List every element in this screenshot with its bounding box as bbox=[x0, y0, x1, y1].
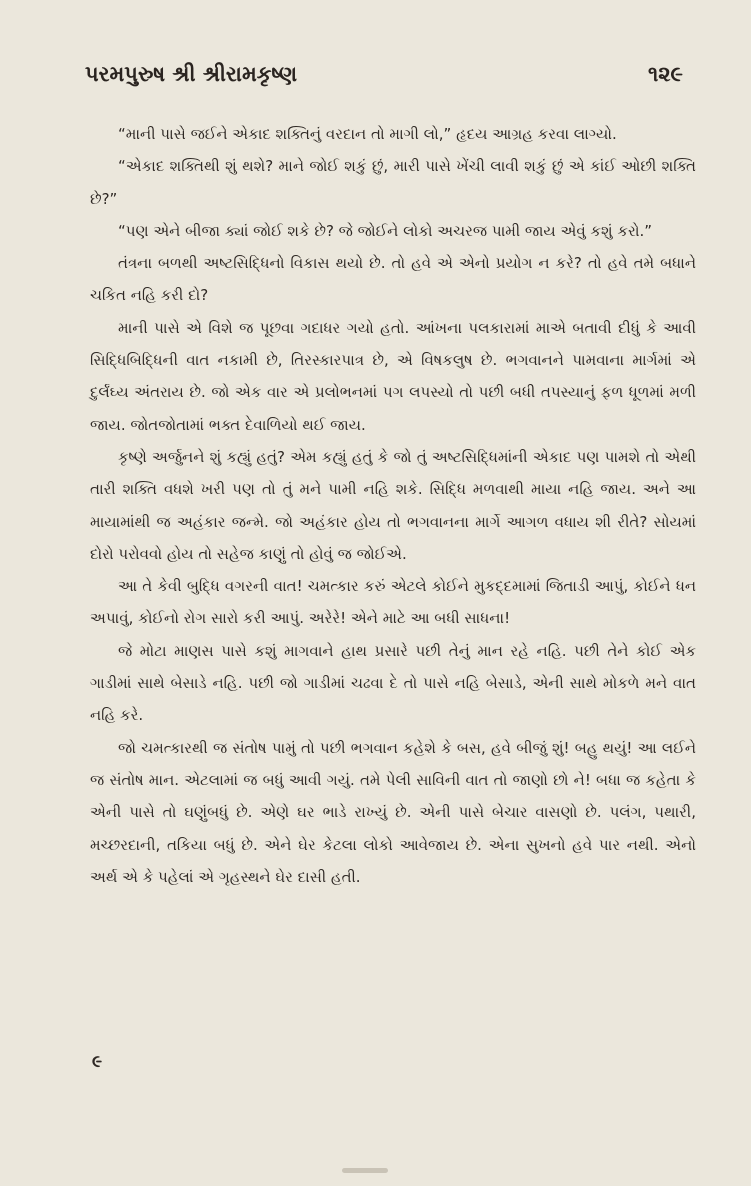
paragraph: જે મોટા માણસ પાસે કશું માગવાને હાથ પ્રસારે પછી તેનું માન રહે નહિ. પછી તેને કોઈ એક ગાડીમાં સાથે બેસાડે નહિ. પછી જો ગાડીમાં ચઢવા દે તો પાસે નહિ બેસાડે, એની સાથે મોકળે મને વાત નહિ કરે. bbox=[90, 641, 696, 725]
paragraph: “પણ એને બીજા ક્યાં જોઈ શકે છે? જે જોઈને લોકો અચરજ પામી જાય એવું કશું કરો.” bbox=[118, 221, 652, 240]
paragraph: “એકાદ શક્તિથી શું થશે? માને જોઈ શકું છું, મારી પાસે ખેંચી લાવી શકું છું એ કાંઈ ઓછી શક્તિ છે?” bbox=[90, 157, 696, 208]
paragraph: “માની પાસે જઈને એકાદ શક્તિનું વરદાન તો માગી લો,” હૃદય આગ્રહ કરવા લાગ્યો. bbox=[118, 125, 617, 143]
paragraph: જો ચમત્કારથી જ સંતોષ પામું તો પછી ભગવાન કહેશે કે બસ, હવે બીજું શું! બહુ થયું! આ લઈને જ સંતોષ માન. એટલામાં જ બધું આવી ગયું. તમે પેલી સાવિની વાત તો જાણો છો ને! બધા જ કહેતા કે એની પાસે તો ઘણુંબધું છે. એણે ઘર ભાડે રાખ્યું છે. એની પાસે બેચાર વાસણો છે. પલંગ, પથારી, મચ્છરદાની, તકિયા બધું છે. એને ઘેર કેટલા લોકો આવેજાય છે. એના સુખનો હવે પાર નથી. એનો અર્થ એ કે પહેલાં એ ગૃહસ્થને ઘેર દાસી હતી. bbox=[90, 738, 696, 886]
paragraph: તંત્રના બળથી અષ્ટસિદ્ધિનો વિકાસ થયો છે. તો હવે એ એનો પ્રયોગ ન કરે? તો હવે તમે બધાને ચકિત નહિ કરી દો? bbox=[90, 254, 696, 305]
running-title: પરમપુરુષ શ્રી શ્રીરામકૃષ્ણ bbox=[85, 61, 298, 86]
page-number: ૧૨૯ bbox=[647, 61, 683, 86]
running-header bbox=[85, 54, 683, 94]
signature-mark: ૯ bbox=[92, 1052, 103, 1072]
paragraph: માની પાસે એ વિશે જ પૂછવા ગદાધર ગયો હતો. આંખના પલકારામાં માએ બતાવી દીધું કે આવી સિદ્ધિબિદ્ધિની વાત નકામી છે, તિરસ્કારપાત્ર છે, એ વિષકલુષ છે. ભગવાનને પામવાના માર્ગમાં એ દુર્લંઘ્ય અંતરાય છે. જો એક વાર એ પ્રલોભનમાં પગ લપસ્યો તો પછી બધી તપસ્યાનું ફળ ધૂળમાં મળી જાય. જોતજોતામાં ભક્ત દેવાળિયો થઈ જાય. bbox=[90, 318, 696, 434]
page-body bbox=[90, 118, 696, 893]
paper-smudge bbox=[342, 1168, 388, 1173]
paragraph: કૃષ્ણે અર્જુનને શું કહ્યું હતું? એમ કહ્યું હતું કે જો તું અષ્ટસિદ્ધિમાંની એકાદ પણ પામશે તો એથી તારી શક્તિ વધશે ખરી પણ તો તું મને પામી નહિ શકે. સિદ્ધિ મળવાથી માયા નહિ જાય. અને આ માયામાંથી જ અહંકાર જન્મે. જો અહંકાર હોય તો ભગવાનના માર્ગે આગળ વધાય શી રીતે? સોયમાં દોરો પરોવવો હોય તો સહેજ કાણું તો હોવું જ જોઈએ. bbox=[90, 447, 696, 563]
paragraph: આ તે કેવી બુદ્ધિ વગરની વાત! ચમત્કાર કરું એટલે કોઈને મુકદ્દમામાં જિતાડી આપું, કોઈને ધન અપાવું, કોઈનો રોગ સારો કરી આપું. અરેરે! એને માટે આ બધી સાધના! bbox=[90, 577, 696, 628]
